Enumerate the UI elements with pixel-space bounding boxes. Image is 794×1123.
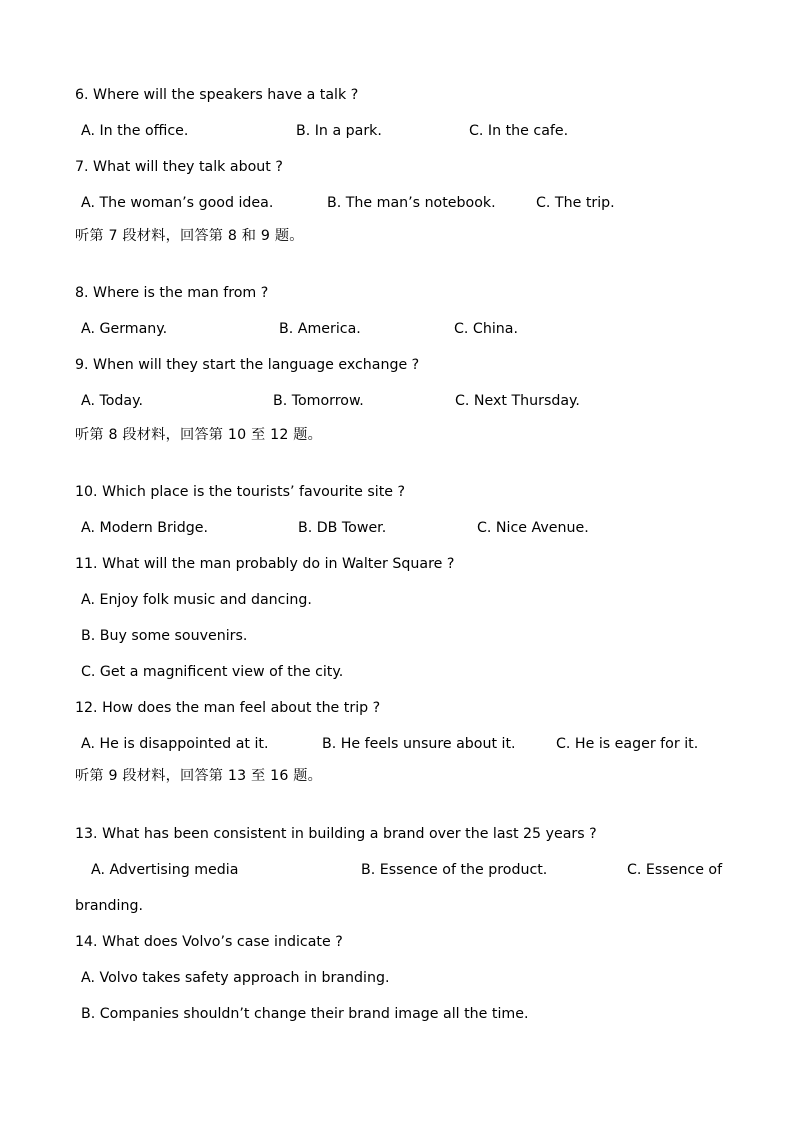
- question-13: 13. What has been consistent in building a brand over the last 25 years ?: [75, 826, 597, 842]
- q12-option-c: C. He is eager for it.: [556, 736, 699, 752]
- q13-option-b: B. Essence of the product.: [361, 862, 548, 878]
- q10-option-c: C. Nice Avenue.: [477, 520, 589, 536]
- q10-option-b: B. DB Tower.: [298, 520, 387, 536]
- question-12: 12. How does the man feel about the trip ?: [75, 700, 381, 716]
- question-9: 9. When will they start the language exchange ?: [75, 357, 420, 373]
- q11-option-c: C. Get a magnificent view of the city.: [81, 664, 344, 680]
- q8-option-c: C. China.: [454, 321, 518, 337]
- q13-option-a: A. Advertising media: [91, 862, 239, 878]
- instruction-section-8: 听第 8 段材料，回答第 10 至 12 题。: [75, 427, 323, 443]
- instruction-section-9: 听第 9 段材料，回答第 13 至 16 题。: [75, 768, 323, 784]
- q6-option-b: B. In a park.: [296, 123, 382, 139]
- q13-option-c: C. Essence of: [627, 862, 723, 878]
- q14-option-b: B. Companies shouldn’t change their brand image all the time.: [81, 1006, 529, 1022]
- question-6: 6. Where will the speakers have a talk ?: [75, 87, 359, 103]
- question-14: 14. What does Volvo’s case indicate ?: [75, 934, 343, 950]
- q8-option-a: A. Germany.: [81, 321, 168, 337]
- q11-option-b: B. Buy some souvenirs.: [81, 628, 248, 644]
- q12-option-a: A. He is disappointed at it.: [81, 736, 269, 752]
- q13-option-c-continued: branding.: [75, 898, 143, 914]
- q10-option-a: A. Modern Bridge.: [81, 520, 208, 536]
- question-11: 11. What will the man probably do in Walter Square ?: [75, 556, 455, 572]
- instruction-section-7: 听第 7 段材料，回答第 8 和 9 题。: [75, 228, 304, 244]
- q9-option-c: C. Next Thursday.: [455, 393, 580, 409]
- question-10: 10. Which place is the tourists’ favourite site ?: [75, 484, 406, 500]
- q7-option-b: B. The man’s notebook.: [327, 195, 496, 211]
- q7-option-c: C. The trip.: [536, 195, 615, 211]
- q7-option-a: A. The woman’s good idea.: [81, 195, 274, 211]
- q9-option-a: A. Today.: [81, 393, 143, 409]
- q14-option-a: A. Volvo takes safety approach in branding.: [81, 970, 390, 986]
- q11-option-a: A. Enjoy folk music and dancing.: [81, 592, 312, 608]
- q6-option-c: C. In the cafe.: [469, 123, 569, 139]
- question-8: 8. Where is the man from ?: [75, 285, 269, 301]
- question-7: 7. What will they talk about ?: [75, 159, 283, 175]
- q6-option-a: A. In the office.: [81, 123, 189, 139]
- q9-option-b: B. Tomorrow.: [273, 393, 364, 409]
- q8-option-b: B. America.: [279, 321, 361, 337]
- q12-option-b: B. He feels unsure about it.: [322, 736, 516, 752]
